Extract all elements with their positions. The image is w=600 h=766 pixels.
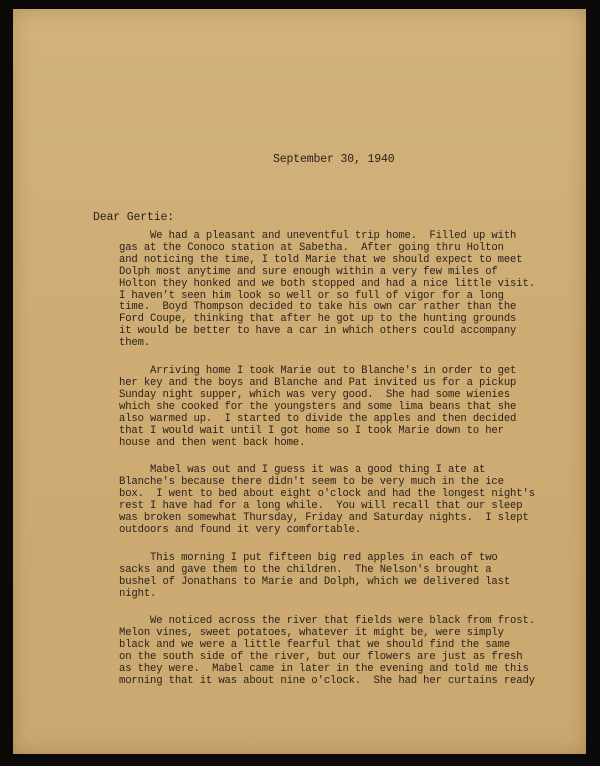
letter-paragraph <box>119 553 586 601</box>
letter-line: box. I went to bed about eight o'clock and had the longest night's <box>119 488 535 501</box>
letter-paragraph <box>119 465 586 536</box>
letter-line: outdoors and found it very comfortable. <box>119 523 362 536</box>
letter-line: black and we were a little fearful that we should find the same <box>119 639 511 652</box>
letter-line: Sunday night supper, which was very good. She had some wienies <box>119 388 511 401</box>
letter-line: Ford Coupe, thinking that after he got up to the hunting grounds <box>119 313 517 326</box>
letter-line: Arriving home I took Marie out to Blanche's in order to get <box>119 365 517 378</box>
letter-line: which she cooked for the youngsters and some lima beans that she <box>119 400 517 413</box>
letter-line: gas at the Conoco station at Sabetha. After going thru Holton <box>119 241 504 254</box>
letter-line: that I would wait until I got home so I took Marie down to her <box>119 424 504 437</box>
letter-line: Mabel was out and I guess it was a good thing I ate at <box>119 464 486 477</box>
letter-line: bushel of Jonathans to Marie and Dolph, which we delivered last <box>119 575 511 588</box>
letter-line: and noticing the time, I told Marie that we should expect to meet <box>119 253 523 266</box>
letter-line: sacks and gave them to the children. The Nelson's brought a <box>119 563 492 576</box>
letter-line: her key and the boys and Blanche and Pat invited us for a pickup <box>119 376 517 389</box>
letter-line: We noticed across the river that fields were black from frost. <box>119 615 535 628</box>
letter-salutation: Dear Gertie: <box>93 211 175 224</box>
letter-line: Dolph most anytime and sure enough within a very few miles of <box>119 265 498 278</box>
letter-line: them. <box>119 337 151 350</box>
letter-line: rest I have had for a long while. You will recall that our sleep <box>119 500 523 513</box>
letter-line: as they were. Mabel came in later in the evening and told me this <box>119 663 529 676</box>
letter-line: morning that it was about nine o'clock. She had her curtains ready <box>119 675 535 687</box>
letter-line: This morning I put fifteen big red apples in each of two <box>119 551 498 564</box>
letter-paragraph <box>119 616 586 687</box>
letter-line: house and then went back home. <box>119 436 306 449</box>
letter-line: on the south side of the river, but our flowers are just as fresh <box>119 651 523 664</box>
letter-paragraph <box>119 366 586 449</box>
letter-line: it would be better to have a car in which others could accompany <box>119 325 517 338</box>
letter-date: September 30, 1940 <box>273 153 395 166</box>
letter-line: also warmed up. I started to divide the apples and then decided <box>119 412 517 425</box>
letter-line: time. Boyd Thompson decided to take his own car rather than the <box>119 301 517 314</box>
letter-line: was broken somewhat Thursday, Friday and Saturday nights. I slept <box>119 512 529 525</box>
letter-page <box>13 9 586 754</box>
letter-line: night. <box>119 587 157 600</box>
letter-line: Melon vines, sweet potatoes, whatever it might be, were simply <box>119 627 504 640</box>
letter-line: I haven't seen him look so well or so full of vigor for a long <box>119 289 504 302</box>
letter-paragraph <box>119 231 586 350</box>
letter-line: We had a pleasant and uneventful trip home. Filled up with <box>119 230 517 242</box>
letter-line: Blanche's because there didn't seem to be very much in the ice <box>119 476 504 489</box>
letter-line: Holton they honked and we both stopped and had a nice little visit. <box>119 277 535 290</box>
letter-body <box>119 231 586 704</box>
